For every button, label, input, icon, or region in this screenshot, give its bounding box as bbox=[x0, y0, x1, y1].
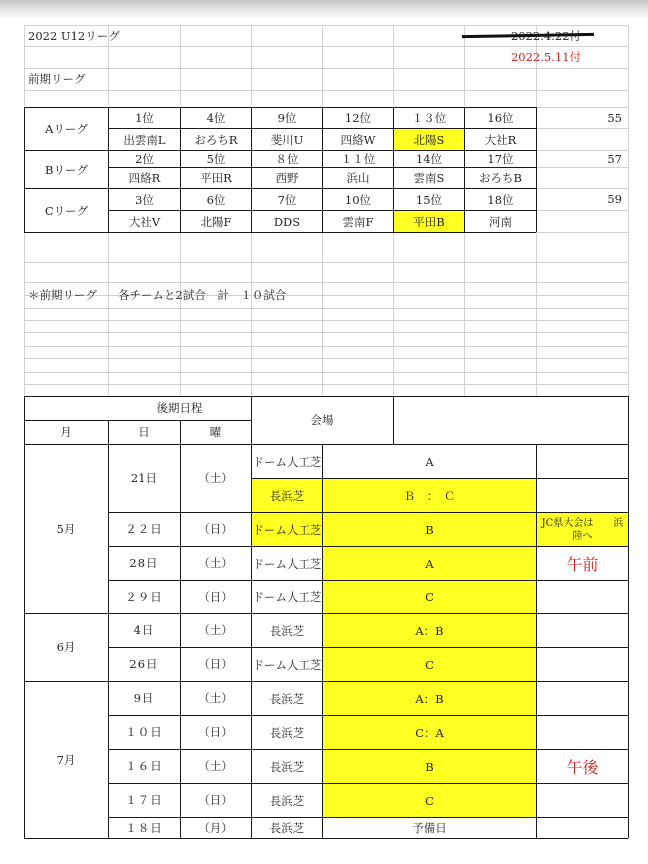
schedule-league: 予備日 bbox=[412, 821, 447, 835]
grid-line bbox=[393, 107, 394, 232]
note-text: 各チームと2試合 計 １０試合 bbox=[118, 288, 287, 302]
grid-line bbox=[108, 749, 628, 750]
schedule-note: JC県大会は 浜陸へ bbox=[537, 513, 628, 546]
grid-line bbox=[322, 444, 323, 838]
schedule-venue: ドーム人工芝 bbox=[252, 590, 322, 604]
grid-line bbox=[24, 332, 628, 333]
league-rank: ８位 bbox=[275, 152, 299, 166]
league-team: 河南 bbox=[489, 214, 512, 229]
league-rank: 4位 bbox=[206, 111, 226, 125]
league-team: 大社V bbox=[128, 214, 161, 229]
schedule-day: 9日 bbox=[133, 691, 155, 705]
grid-line bbox=[24, 107, 536, 108]
schedule-league: B bbox=[323, 750, 536, 783]
schedule-day: １７日 bbox=[125, 793, 163, 807]
league-team: 大社R bbox=[484, 132, 517, 147]
grid-line bbox=[393, 396, 394, 444]
month-label: 5月 bbox=[56, 521, 76, 536]
schedule-venue: 長浜芝 bbox=[269, 725, 305, 740]
schedule-weekday: （日） bbox=[198, 589, 233, 604]
league-rank: 2位 bbox=[135, 152, 154, 166]
schedule-weekday: （土） bbox=[198, 691, 233, 705]
grid-line bbox=[108, 647, 628, 648]
schedule-venue: 長浜芝 bbox=[269, 691, 305, 706]
schedule-weekday: （日） bbox=[198, 725, 233, 739]
league-name: Aリーグ bbox=[25, 108, 108, 150]
grid-line bbox=[251, 396, 252, 838]
league-rank: 14位 bbox=[415, 152, 443, 166]
schedule-venue: ドーム人工芝 bbox=[252, 454, 322, 469]
grid-line bbox=[628, 25, 629, 396]
month-label: 7月 bbox=[56, 752, 76, 767]
schedule-venue: 長浜芝 bbox=[269, 793, 305, 808]
league-team: おろちB bbox=[479, 171, 522, 185]
league-rank: 3位 bbox=[135, 192, 154, 207]
schedule-day: １０日 bbox=[125, 725, 163, 739]
schedule-league: C：A bbox=[323, 716, 536, 749]
schedule-league: A：B bbox=[323, 682, 536, 715]
date-new: 2022.5.11付 bbox=[510, 50, 582, 64]
league-team: 雲南F bbox=[342, 214, 374, 229]
grid-line bbox=[24, 90, 628, 91]
league-name: Bリーグ bbox=[25, 151, 108, 188]
schedule-league: A：B bbox=[323, 614, 536, 647]
grid-line bbox=[24, 372, 628, 373]
schedule-title: 後期日程 bbox=[156, 401, 203, 415]
grid-line bbox=[24, 420, 251, 421]
league-total: 55 bbox=[607, 110, 622, 125]
schedule-weekday: （土） bbox=[198, 759, 233, 773]
first-half-label: 前期リーグ bbox=[28, 72, 86, 86]
schedule-league: C bbox=[323, 648, 536, 681]
schedule-weekday: （日） bbox=[198, 657, 233, 671]
league-team: 斐川U bbox=[270, 132, 304, 147]
grid-line bbox=[108, 783, 628, 784]
schedule-venue: 長浜芝 bbox=[269, 759, 305, 774]
schedule-venue: ドーム人工芝 bbox=[252, 513, 322, 546]
league-team: 平田R bbox=[200, 171, 232, 185]
grid-line bbox=[24, 396, 25, 838]
league-team: 北陽F bbox=[200, 214, 232, 229]
league-rank: 9位 bbox=[277, 111, 297, 125]
league-rank: １１位 bbox=[340, 152, 376, 166]
league-rank: 16位 bbox=[487, 111, 514, 125]
grid-line bbox=[24, 320, 628, 321]
grid-line bbox=[251, 107, 252, 232]
grid-line bbox=[322, 107, 323, 232]
grid-line bbox=[180, 107, 181, 232]
league-rank: 6位 bbox=[206, 192, 226, 207]
league-rank: １３位 bbox=[411, 111, 447, 125]
grid-line bbox=[24, 262, 628, 263]
grid-line bbox=[108, 512, 628, 513]
league-rank: 7位 bbox=[277, 192, 297, 207]
grid-line bbox=[24, 358, 628, 359]
grid-line bbox=[464, 107, 465, 232]
league-team: 四絡R bbox=[128, 171, 161, 185]
league-rank: 18位 bbox=[487, 192, 514, 207]
schedule-day: 4日 bbox=[133, 623, 155, 637]
month-header: 月 bbox=[60, 425, 72, 439]
grid-line bbox=[108, 546, 628, 547]
schedule-league: Ｂ ： Ｃ bbox=[323, 479, 536, 512]
schedule-league: A bbox=[425, 454, 434, 469]
schedule-day: 26日 bbox=[129, 657, 159, 671]
league-team: 平田B bbox=[394, 211, 464, 232]
league-team: 浜山 bbox=[346, 171, 370, 185]
grid-line bbox=[108, 817, 628, 818]
sheet-title: 2022 U12リーグ bbox=[28, 28, 120, 43]
league-total: 57 bbox=[607, 151, 622, 166]
league-team: おろちR bbox=[194, 132, 238, 147]
note-label: ＊前期リーグ bbox=[28, 288, 97, 302]
league-rank: 15位 bbox=[415, 192, 443, 207]
grid-line bbox=[108, 107, 109, 232]
league-team: 雲南S bbox=[413, 171, 445, 185]
weekday-header: 曜 bbox=[209, 425, 222, 439]
grid-line bbox=[24, 838, 628, 839]
day-header: 日 bbox=[138, 425, 150, 439]
schedule-weekday: （土） bbox=[198, 556, 233, 570]
schedule-day: １６日 bbox=[125, 759, 163, 773]
league-name: Cリーグ bbox=[25, 189, 108, 232]
league-team: 出雲南L bbox=[123, 132, 166, 147]
grid-line bbox=[24, 107, 25, 232]
grid-line bbox=[24, 384, 628, 385]
grid-line bbox=[628, 396, 629, 838]
grid-line bbox=[108, 715, 628, 716]
league-rank: 5位 bbox=[206, 152, 226, 166]
grid-line bbox=[108, 420, 109, 838]
schedule-league: C bbox=[323, 581, 536, 613]
grid-line bbox=[24, 396, 628, 397]
schedule-weekday: （土） bbox=[198, 471, 233, 485]
venue-header: 会場 bbox=[310, 413, 334, 427]
grid-line bbox=[24, 346, 628, 347]
grid-line bbox=[108, 580, 628, 581]
schedule-league: A bbox=[323, 547, 536, 580]
schedule-venue: ドーム人工芝 bbox=[252, 556, 322, 571]
schedule-venue: 長浜芝 bbox=[269, 623, 305, 638]
schedule-venue: 長浜芝 bbox=[252, 479, 322, 512]
schedule-day: 28日 bbox=[129, 556, 159, 570]
league-team: 西野 bbox=[275, 171, 299, 185]
schedule-note: 午後 bbox=[537, 750, 628, 783]
league-team: 北陽S bbox=[394, 129, 464, 150]
schedule-day: ２９日 bbox=[125, 589, 163, 604]
schedule-day: ２２日 bbox=[125, 522, 163, 536]
grid-line bbox=[180, 420, 181, 838]
schedule-weekday: （土） bbox=[198, 623, 233, 637]
schedule-day: 21日 bbox=[130, 471, 158, 485]
grid-line bbox=[24, 444, 628, 445]
league-team: 四絡W bbox=[340, 132, 376, 147]
grid-line bbox=[24, 188, 536, 189]
league-total: 59 bbox=[607, 192, 622, 206]
grid-line bbox=[24, 232, 536, 233]
grid-line bbox=[251, 478, 628, 479]
league-rank: 12位 bbox=[344, 111, 372, 125]
league-team: DDS bbox=[273, 214, 301, 229]
schedule-venue: 長浜芝 bbox=[269, 821, 305, 835]
schedule-league: B bbox=[323, 513, 536, 546]
schedule-note: 午前 bbox=[537, 547, 628, 580]
schedule-weekday: （日） bbox=[198, 522, 233, 536]
grid-line bbox=[536, 444, 537, 838]
schedule-weekday: （月） bbox=[198, 820, 233, 835]
schedule-day: １８日 bbox=[125, 820, 163, 835]
schedule-weekday: （日） bbox=[198, 793, 233, 807]
schedule-venue: ドーム人工芝 bbox=[252, 657, 322, 672]
league-rank: 17位 bbox=[487, 152, 514, 166]
grid-line bbox=[24, 681, 628, 682]
grid-line bbox=[536, 107, 537, 232]
league-rank: 1位 bbox=[135, 111, 154, 125]
schedule-league: C bbox=[323, 784, 536, 817]
grid-line bbox=[24, 150, 536, 151]
month-label: 6月 bbox=[56, 640, 76, 654]
grid-line bbox=[24, 308, 628, 309]
league-rank: 10位 bbox=[344, 192, 372, 207]
grid-line bbox=[24, 613, 628, 614]
